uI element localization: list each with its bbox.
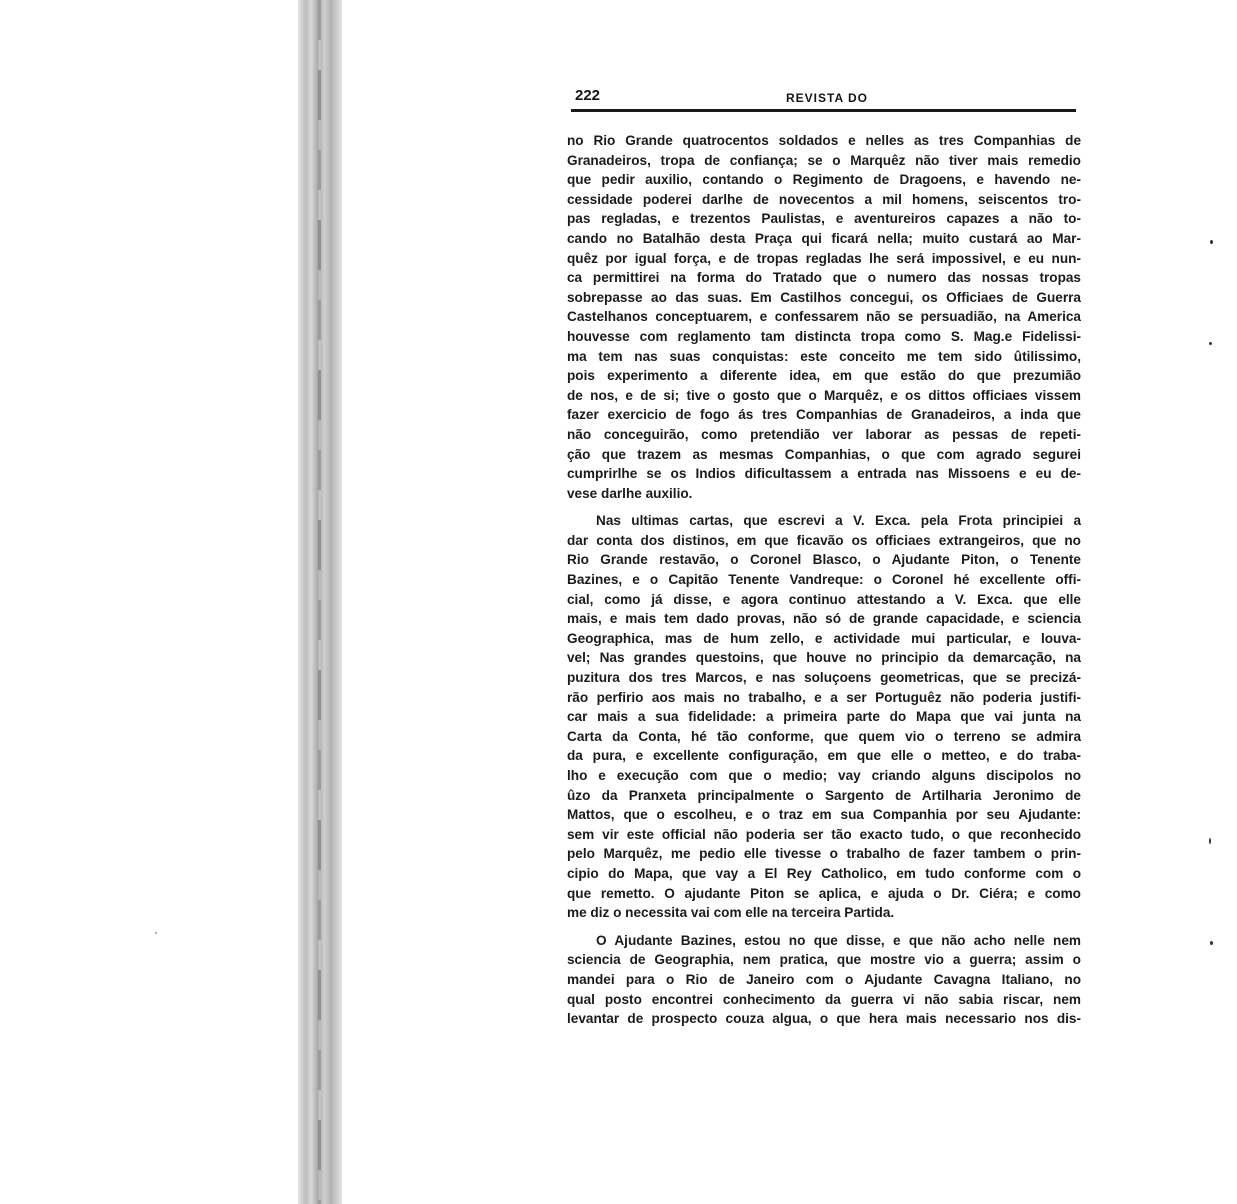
text-line: cipio do Mapa, que vay a El Rey Catholico, em tudo conforme com o [567, 865, 1081, 881]
text-line: pelo Marquêz, me pedio elle tivesse o trabalho de fazer tambem o prin- [567, 846, 1081, 862]
text-line: houvesse com reglamento tam distincta tropa como S. Mag.e Fidelissi- [567, 328, 1081, 344]
text-line: cessidade poderei darlhe de novecentos a mil homens, seiscentos tro- [567, 191, 1081, 207]
text-line: ção que trazem as mesmas Companhias, o que com agrado segurei [567, 446, 1081, 462]
scan-speck [1209, 342, 1212, 345]
text-line: Bazines, e o Capitão Tenente Vandreque: o Coronel hé excellente offi- [567, 572, 1081, 588]
text-line: de nos, e de si; tive o gosto que o Marquêz, e os dittos officiaes vissem [567, 387, 1081, 403]
text-line: me diz o necessita vai com elle na terceira Partida. [567, 905, 895, 921]
body-text [567, 131, 1081, 1029]
text-line: quêz por igual força, e de tropas regladas lhe será impossivel, e eu nun- [567, 250, 1081, 266]
running-head: REVISTA DO [786, 91, 869, 105]
text-line: sobrepasse ao das suas. Em Castilhos concegui, os Officiaes de Guerra [567, 289, 1081, 305]
text-line: ca permittirei na forma do Tratado que o numero das nossas tropas [567, 270, 1081, 286]
paragraph-gap [567, 503, 1081, 511]
text-line: Nas ultimas cartas, que escrevi a V. Exca. pela Frota principiei a [596, 513, 1081, 529]
text-line: levantar de prospecto couza algua, o que hera mais necessario nos dis- [567, 1011, 1081, 1027]
text-line: ûzo da Pranxeta principalmente o Sargento de Artilharia Jeronimo de [567, 787, 1081, 803]
scan-speck [1209, 838, 1211, 844]
text-line: cumprirlhe se os Indios dificultassem a entrada nas Missoens e eu de- [567, 466, 1081, 482]
text-line: ma tem nas suas conquistas: este conceito me tem sido ûtilissimo, [567, 348, 1081, 364]
text-line: lho e execução com que o medio; vay criando alguns discipolos no [567, 768, 1081, 783]
text-line: no Rio Grande quatrocentos soldados e nelles as tres Companhias de [567, 133, 1081, 148]
text-line: Granadeiros, tropa de confiança; se o Marquêz não tiver mais remedio [567, 152, 1081, 168]
scan-speck [1210, 240, 1213, 244]
text-line: mandei para o Rio de Janeiro com o Ajudante Cavagna Italiano, no [567, 971, 1081, 987]
text-line: Mattos, que o escolheu, e o traz em sua Companhia por seu Ajudante: [567, 807, 1081, 823]
text-line: vese darlhe auxilio. [567, 485, 693, 501]
paragraph [567, 131, 1081, 503]
text-line: da pura, e excellente configuração, em que elle o metteo, e do traba- [567, 748, 1081, 764]
text-line: Carta da Conta, hé tão conforme, que quem vio o terreno se admira [567, 728, 1081, 744]
text-line: dar conta dos distinos, em que ficavão os officiaes extrangeiros, que no [567, 532, 1081, 548]
book-binding-edge [298, 0, 342, 1204]
text-line: cial, como já disse, e agora continuo attestando a V. Exca. que elle [567, 591, 1081, 607]
text-line: car mais a sua fidelidade: a primeira parte do Mapa que vai junta na [567, 709, 1081, 725]
text-line: O Ajudante Bazines, estou no que disse, e que não acho nelle nem [596, 932, 1081, 948]
paragraph-gap [567, 923, 1081, 931]
text-line: Castelhanos conceptuarem, e confessarem não se persuadião, na America [567, 309, 1081, 325]
text-line: que remetto. O ajudante Piton se aplica, e ajuda o Dr. Ciéra; e como [567, 885, 1081, 901]
text-line: fazer exercicio de fogo ás tres Companhias de Granadeiros, a inda que [567, 407, 1081, 423]
paragraph [567, 511, 1081, 922]
page-number: 222 [575, 87, 601, 104]
text-line: pas regladas, e trezentos Paulistas, e aventureiros capazes a não to- [567, 211, 1081, 227]
text-line: vel; Nas grandes questoins, que houve no principio da demarcação, na [567, 650, 1081, 666]
scan-speck [155, 932, 157, 934]
scan-speck [1210, 941, 1213, 945]
text-line: Rio Grande restavão, o Coronel Blasco, o Ajudante Piton, o Tenente [567, 552, 1081, 568]
text-line: rão perfirio aos mais no trabalho, e a ser Portuguêz não poderia justifi- [567, 689, 1081, 705]
text-line: puzitura dos tres Marcos, e nas soluçoens geometricas, que se precizá- [567, 670, 1081, 686]
text-line: não conceguirão, como pretendião ver laborar as pessas de repeti- [567, 426, 1081, 442]
text-line: que pedir auxilio, contando o Regimento de Dragoens, e havendo ne- [567, 172, 1081, 188]
text-line: sem vir este official não poderia ser tão exacto tudo, o que reconhecido [567, 826, 1081, 842]
text-line: Geographica, mas de hum zello, e actividade mui particular, e louva- [567, 630, 1081, 646]
paragraph [567, 931, 1081, 1029]
text-line: pois experimento a diferente idea, em que estão do que prezumião [567, 368, 1081, 384]
text-line: sciencia de Geographia, nem pratica, que mostre vio a guerra; assim o [567, 952, 1081, 968]
text-line: qual posto encontrei conhecimento da guerra vi não sabia riscar, nem [567, 991, 1081, 1007]
text-line: cando no Batalhão desta Praça qui ficará nella; muito custará ao Mar- [567, 230, 1081, 246]
text-line: mais, e mais tem dado provas, não só de grande capacidade, e sciencia [567, 611, 1081, 627]
page-header [571, 87, 1076, 112]
